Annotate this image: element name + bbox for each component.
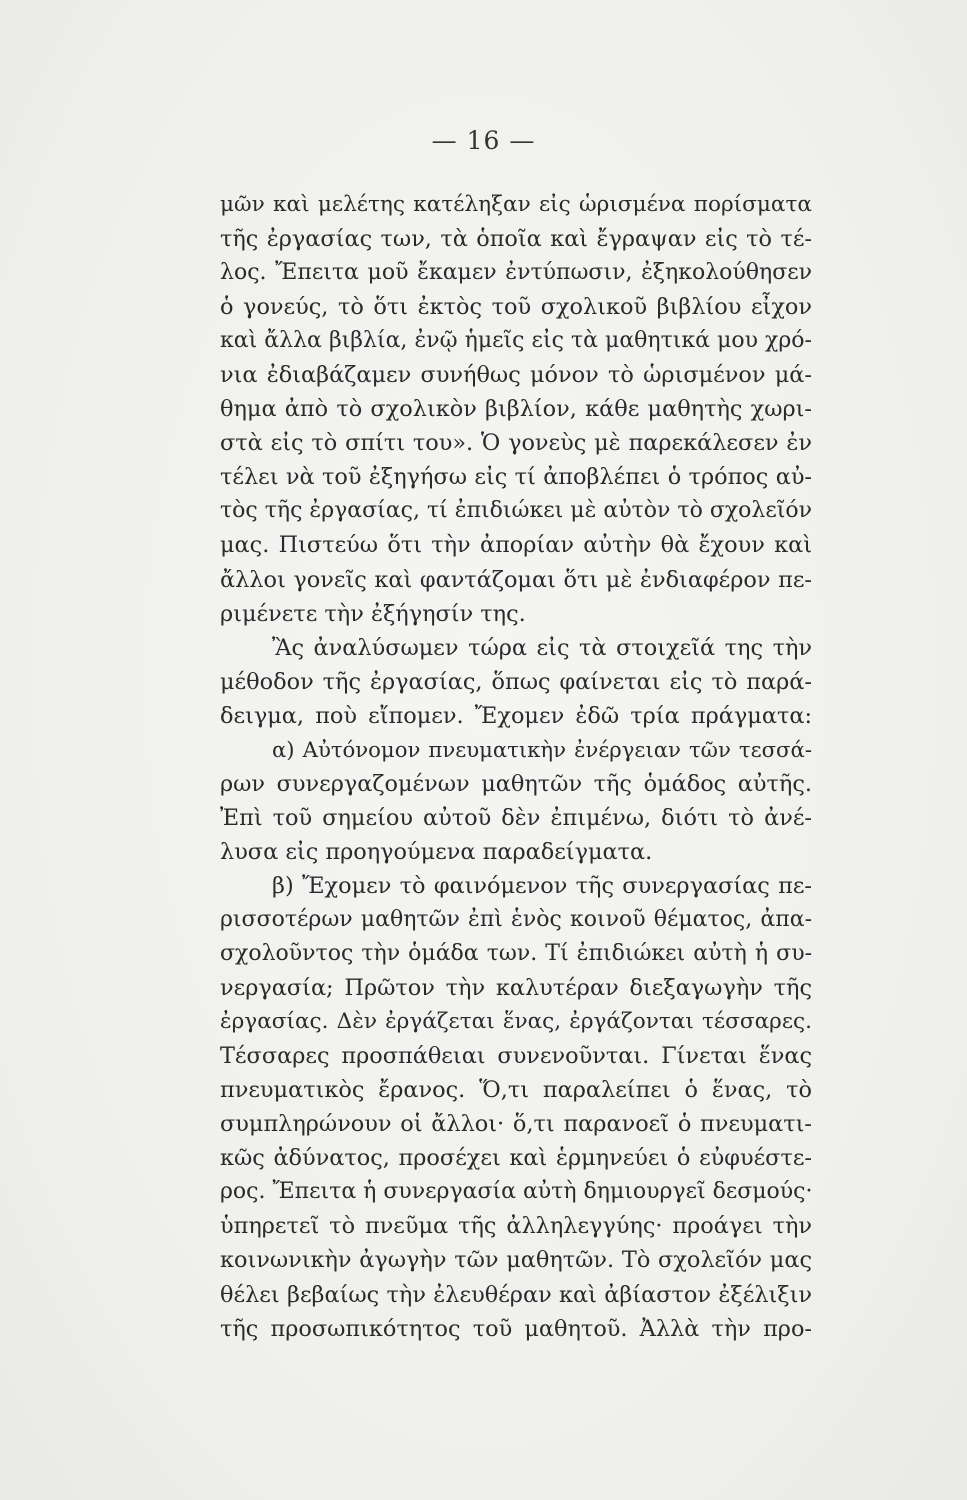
text-line: τὸς τῆς ἐργασίας, τί ἐπιδιώκει μὲ αὐτὸν τὸ σχολεῖόν: [220, 498, 812, 524]
text-line: τέλει νὰ τοῦ ἐξηγήσω εἰς τί ἀποβλέπει ὁ τρόπος αὐ-: [220, 464, 812, 491]
body-text: [220, 188, 812, 1346]
text-line: κοινωνικὴν ἀγωγὴν τῶν μαθητῶν. Τὸ σχολεῖόν μας: [220, 1247, 812, 1274]
text-line: λυσα εἰς προηγούμενα παραδείγματα.: [220, 838, 653, 865]
text-line: β) Ἔχομεν τὸ φαινόμενον τῆς συνεργασίας πε-: [272, 872, 812, 899]
text-line: ρος. Ἔπειτα ἡ συνεργασία αὐτὴ δημιουργεῖ δεσμούς·: [220, 1179, 813, 1205]
text-line: α) Αὐτόνομον πνευματικὴν ἐνέργειαν τῶν τεσσά-: [272, 736, 812, 762]
text-line: θέλει βεβαίως τὴν ἐλευθέραν καὶ ἀβίαστον ἐξέλιξιν: [220, 1281, 812, 1308]
text-line: δειγμα, ποὺ εἴπομεν. Ἔχομεν ἐδῶ τρία πράγματα:: [220, 702, 812, 729]
text-line: σχολοῦντος τὴν ὁμάδα των. Τί ἐπιδιώκει αὐτὴ ἡ συ-: [220, 941, 812, 967]
text-line: Ἐπὶ τοῦ σημείου αὐτοῦ δὲν ἐπιμένω, διότι τὸ ἀνέ-: [220, 804, 812, 831]
text-line: ρισσοτέρων μαθητῶν ἐπὶ ἑνὸς κοινοῦ θέματος, ἀπα-: [220, 906, 812, 932]
text-line: κῶς ἀδύνατος, προσέχει καὶ ἑρμηνεύει ὁ εὐφυέστε-: [220, 1145, 812, 1172]
text-line: νια ἐδιαβάζαμεν συνήθως μόνον τὸ ὡρισμένον μά-: [220, 362, 812, 389]
text-line: ἐργασίας. Δὲν ἐργάζεται ἕνας, ἐργάζονται τέσσαρες.: [220, 1009, 812, 1035]
text-line: τῆς προσωπικότητος τοῦ μαθητοῦ. Ἀλλὰ τὴν προ-: [220, 1315, 812, 1342]
text-line: συμπληρώνουν οἱ ἄλλοι· ὅ,τι παρανοεῖ ὁ πνευματι-: [220, 1111, 812, 1138]
page-number: — 16 —: [431, 126, 536, 155]
text-line: λος. Ἔπειτα μοῦ ἔκαμεν ἐντύπωσιν, ἐξηκολούθησεν: [220, 260, 812, 286]
text-line: καὶ ἄλλα βιβλία, ἐνῷ ἡμεῖς εἰς τὰ μαθητικά μου χρό-: [220, 328, 812, 354]
text-line: νεργασία; Πρῶτον τὴν καλυτέραν διεξαγωγὴν τῆς: [220, 975, 812, 1002]
text-line: ὑπηρετεῖ τὸ πνεῦμα τῆς ἀλληλεγγύης· προάγει τὴν: [220, 1213, 812, 1240]
text-line: μῶν καὶ μελέτης κατέληξαν εἰς ὡρισμένα πορίσματα: [220, 192, 812, 217]
text-line: μέθοδον τῆς ἐργασίας, ὅπως φαίνεται εἰς τὸ παρά-: [220, 668, 812, 695]
text-line: Ἂς ἀναλύσωμεν τώρα εἰς τὰ στοιχεῖά της τὴν: [272, 634, 812, 661]
text-line: ριμένετε τὴν ἐξήγησίν της.: [220, 600, 526, 627]
text-line: πνευματικὸς ἔρανος. Ὅ,τι παραλείπει ὁ ἕνας, τὸ: [220, 1077, 812, 1104]
text-line: ὁ γονεύς, τὸ ὅτι ἐκτὸς τοῦ σχολικοῦ βιβλίου εἶχον: [220, 294, 812, 321]
text-line: μας. Πιστεύω ὅτι τὴν ἀπορίαν αὐτὴν θὰ ἔχουν καὶ: [220, 532, 812, 559]
text-line: στὰ εἰς τὸ σπίτι του». Ὁ γονεὺς μὲ παρεκάλεσεν ἐν: [220, 430, 812, 457]
text-line: ἄλλοι γονεῖς καὶ φαντάζομαι ὅτι μὲ ἐνδιαφέρον πε-: [220, 566, 812, 593]
text-line: Τέσσαρες προσπάθειαι συνενοῦνται. Γίνεται ἕνας: [220, 1043, 812, 1070]
text-line: ρων συνεργαζομένων μαθητῶν τῆς ὁμάδος αὐτῆς.: [220, 770, 812, 797]
text-line: θημα ἀπὸ τὸ σχολικὸν βιβλίον, κάθε μαθητὴς χωρι-: [220, 396, 812, 423]
text-line: τῆς ἐργασίας των, τὰ ὁποῖα καὶ ἔγραψαν εἰς τὸ τέ-: [220, 226, 812, 253]
